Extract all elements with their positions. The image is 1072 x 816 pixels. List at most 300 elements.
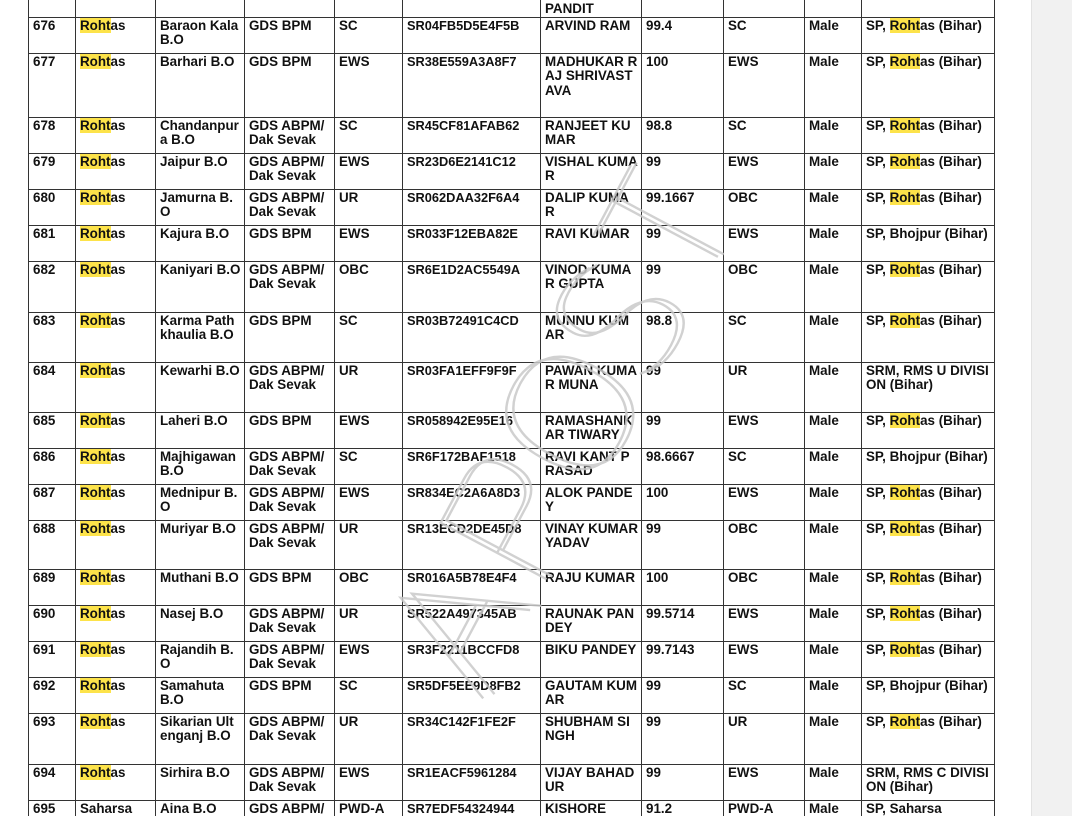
gender-cell bbox=[805, 261, 862, 312]
branch-text: Laheri B.O bbox=[160, 412, 228, 428]
division-cell bbox=[76, 153, 156, 189]
branch-cell bbox=[156, 117, 245, 153]
allotted-category-cell bbox=[724, 189, 805, 225]
reg-no-text: SR016A5B78E4F4 bbox=[407, 569, 517, 585]
gender-text: Male bbox=[809, 605, 839, 621]
branch-cell bbox=[156, 605, 245, 641]
marks-cell bbox=[642, 764, 724, 800]
division-text: as bbox=[110, 764, 126, 780]
office-cell bbox=[862, 569, 995, 605]
division-cell bbox=[76, 569, 156, 605]
sno-cell bbox=[29, 189, 76, 225]
branch-cell bbox=[156, 153, 245, 189]
division-text: as bbox=[110, 225, 126, 241]
reg-no-text: SR6E1D2AC5549A bbox=[407, 261, 521, 277]
branch-cell bbox=[156, 569, 245, 605]
name-cell bbox=[541, 764, 642, 800]
allotted-category-cell bbox=[724, 53, 805, 117]
sno-cell bbox=[29, 261, 76, 312]
reg-no-text: SR3F2211BCCFD8 bbox=[407, 641, 520, 657]
name-cell bbox=[541, 412, 642, 448]
sno-cell bbox=[29, 605, 76, 641]
marks-cell bbox=[642, 448, 724, 484]
table-row bbox=[29, 677, 995, 713]
marks-cell bbox=[642, 312, 724, 362]
office-text-suffix: as (Bihar) bbox=[920, 261, 982, 277]
allotted-category-text: UR bbox=[728, 362, 748, 378]
name-cell bbox=[541, 448, 642, 484]
reg-no-cell bbox=[403, 412, 541, 448]
name-text: DALIP KUMAR bbox=[545, 189, 629, 220]
branch-text: Kaniyari B.O bbox=[160, 261, 241, 277]
sno-text: 680 bbox=[33, 189, 56, 205]
marks-cell bbox=[642, 117, 724, 153]
post-text: GDS ABPM/ Dak Sevak bbox=[249, 605, 325, 636]
branch-cell bbox=[156, 713, 245, 764]
marks-cell bbox=[642, 569, 724, 605]
table-row bbox=[29, 117, 995, 153]
branch-text: Mednipur B.O bbox=[160, 484, 238, 515]
division-highlight: Roht bbox=[80, 412, 111, 428]
division-highlight: Roht bbox=[80, 677, 111, 693]
name-text: VIJAY BAHADUR bbox=[545, 764, 635, 795]
division-text: as bbox=[110, 569, 126, 585]
marks-cell bbox=[642, 261, 724, 312]
gender-text: Male bbox=[809, 484, 839, 500]
post-cell bbox=[245, 261, 335, 312]
marks-text: 99 bbox=[646, 412, 661, 428]
sno-text: 682 bbox=[33, 261, 56, 277]
allotted-category-text: SC bbox=[728, 312, 747, 328]
office-cell bbox=[862, 312, 995, 362]
division-text: as bbox=[110, 53, 126, 69]
category-text: SC bbox=[339, 117, 358, 133]
allotted-category-cell bbox=[724, 0, 805, 17]
division-highlight: Roht bbox=[80, 713, 111, 729]
reg-no-cell bbox=[403, 713, 541, 764]
allotted-category-text: SC bbox=[728, 448, 747, 464]
office-text: SRM, RMS C DIVISION (Bihar) bbox=[866, 764, 989, 795]
post-text: GDS ABPM/ Dak Sevak bbox=[249, 261, 325, 292]
office-cell bbox=[862, 641, 995, 677]
sno-cell bbox=[29, 484, 76, 520]
gender-cell bbox=[805, 117, 862, 153]
post-text: GDS ABPM/ Dak Sevak bbox=[249, 641, 325, 672]
category-text: EWS bbox=[339, 641, 370, 657]
category-cell bbox=[335, 448, 403, 484]
allotted-category-cell bbox=[724, 312, 805, 362]
category-text: EWS bbox=[339, 764, 370, 780]
gender-cell bbox=[805, 153, 862, 189]
category-cell bbox=[335, 412, 403, 448]
gender-text: Male bbox=[809, 520, 839, 536]
reg-no-cell bbox=[403, 117, 541, 153]
branch-text: Samahuta B.O bbox=[160, 677, 224, 708]
marks-cell bbox=[642, 641, 724, 677]
category-cell bbox=[335, 520, 403, 569]
viewer-right-gutter bbox=[1031, 0, 1072, 816]
gender-text: Male bbox=[809, 153, 839, 169]
allotted-category-text: SC bbox=[728, 17, 747, 33]
branch-cell bbox=[156, 677, 245, 713]
marks-cell bbox=[642, 362, 724, 412]
name-cell bbox=[541, 312, 642, 362]
gender-text: Male bbox=[809, 225, 839, 241]
post-cell bbox=[245, 605, 335, 641]
sno-cell bbox=[29, 312, 76, 362]
office-cell bbox=[862, 153, 995, 189]
allotted-category-text: EWS bbox=[728, 225, 759, 241]
office-text-suffix: as (Bihar) bbox=[920, 189, 982, 205]
marks-cell bbox=[642, 800, 724, 816]
name-cell bbox=[541, 641, 642, 677]
allotted-category-text: EWS bbox=[728, 605, 759, 621]
category-cell bbox=[335, 677, 403, 713]
sno-cell bbox=[29, 677, 76, 713]
office-text-suffix: as (Bihar) bbox=[920, 713, 982, 729]
post-text: GDS ABPM/ Dak Sevak bbox=[249, 713, 325, 744]
allotted-category-text: EWS bbox=[728, 484, 759, 500]
name-cell: PANDIT bbox=[541, 0, 642, 17]
sno-text: 690 bbox=[33, 605, 56, 621]
sno-cell bbox=[29, 800, 76, 816]
branch-cell bbox=[156, 641, 245, 677]
category-text: OBC bbox=[339, 569, 369, 585]
division-highlight: Roht bbox=[80, 641, 111, 657]
category-cell bbox=[335, 362, 403, 412]
name-text: VINAY KUMAR YADAV bbox=[545, 520, 639, 551]
category-cell bbox=[335, 225, 403, 261]
sno-text: 687 bbox=[33, 484, 56, 500]
reg-no-text: SR03FA1EFF9F9F bbox=[407, 362, 517, 378]
name-text: MADHUKAR RAJ SHRIVASTAVA bbox=[545, 53, 638, 98]
table-row bbox=[29, 800, 995, 816]
gender-cell bbox=[805, 412, 862, 448]
post-cell bbox=[245, 448, 335, 484]
branch-text: Jaipur B.O bbox=[160, 153, 228, 169]
office-text: SP, bbox=[866, 484, 890, 500]
office-highlight: Roht bbox=[889, 53, 921, 69]
name-cell bbox=[541, 153, 642, 189]
sno-text: 688 bbox=[33, 520, 56, 536]
division-text: as bbox=[110, 362, 126, 378]
gender-text: Male bbox=[809, 189, 839, 205]
office-cell bbox=[862, 362, 995, 412]
office-text: SP, Bhojpur (Bihar) bbox=[866, 448, 988, 464]
allotted-category-text: OBC bbox=[728, 569, 758, 585]
post-cell bbox=[245, 641, 335, 677]
category-text: UR bbox=[339, 189, 359, 205]
allotted-category-cell bbox=[724, 153, 805, 189]
post-cell bbox=[245, 569, 335, 605]
office-text: SP, Bhojpur (Bihar) bbox=[866, 225, 988, 241]
post-cell bbox=[245, 153, 335, 189]
category-cell bbox=[335, 153, 403, 189]
branch-text: Muthani B.O bbox=[160, 569, 239, 585]
name-cell bbox=[541, 117, 642, 153]
table-row bbox=[29, 412, 995, 448]
category-cell bbox=[335, 53, 403, 117]
office-text: SP, bbox=[866, 569, 890, 585]
branch-text: Karma Pathkhaulia B.O bbox=[160, 312, 235, 343]
division-cell bbox=[76, 448, 156, 484]
table-body bbox=[29, 0, 995, 816]
marks-cell bbox=[642, 520, 724, 569]
gender-cell bbox=[805, 362, 862, 412]
post-cell bbox=[245, 117, 335, 153]
office-highlight: Roht bbox=[889, 569, 921, 585]
marks-text: 99 bbox=[646, 677, 661, 693]
division-cell bbox=[76, 605, 156, 641]
branch-text: Majhigawan B.O bbox=[160, 448, 236, 479]
office-cell bbox=[862, 117, 995, 153]
sno-text: 693 bbox=[33, 713, 56, 729]
office-text: SP, bbox=[866, 17, 890, 33]
reg-no-text: SR38E559A3A8F7 bbox=[407, 53, 517, 69]
post-cell bbox=[245, 677, 335, 713]
branch-cell bbox=[156, 17, 245, 53]
post-text: GDS ABPM/ Dak Sevak bbox=[249, 189, 325, 220]
reg-no-cell bbox=[403, 605, 541, 641]
post-text: GDS ABPM/ Dak Sevak bbox=[249, 448, 325, 479]
table-row bbox=[29, 153, 995, 189]
branch-cell bbox=[156, 448, 245, 484]
division-cell bbox=[76, 800, 156, 816]
category-text: SC bbox=[339, 17, 358, 33]
category-cell bbox=[335, 17, 403, 53]
division-text: as bbox=[110, 312, 126, 328]
division-text: as bbox=[110, 520, 126, 536]
division-cell bbox=[76, 677, 156, 713]
name-cell bbox=[541, 520, 642, 569]
division-text: as bbox=[110, 153, 126, 169]
sno-cell bbox=[29, 448, 76, 484]
reg-no-text: SR6F172BAF1518 bbox=[407, 448, 516, 464]
post-cell bbox=[245, 225, 335, 261]
sno-cell bbox=[29, 569, 76, 605]
category-cell bbox=[335, 117, 403, 153]
sno-text: 683 bbox=[33, 312, 56, 328]
name-text: SHUBHAM SINGH bbox=[545, 713, 630, 744]
marks-cell bbox=[642, 225, 724, 261]
table-row-previous-tail bbox=[29, 0, 995, 17]
post-text: GDS BPM bbox=[249, 412, 312, 428]
marks-text: 98.6667 bbox=[646, 448, 695, 464]
division-text: as bbox=[110, 484, 126, 500]
category-text: EWS bbox=[339, 53, 370, 69]
division-highlight: Roht bbox=[80, 362, 111, 378]
sno-cell bbox=[29, 713, 76, 764]
reg-no-cell bbox=[403, 677, 541, 713]
office-highlight: Roht bbox=[889, 117, 921, 133]
office-text-suffix: as (Bihar) bbox=[920, 484, 982, 500]
gender-cell bbox=[805, 312, 862, 362]
table-row bbox=[29, 641, 995, 677]
post-cell bbox=[245, 312, 335, 362]
division-cell bbox=[76, 641, 156, 677]
post-text: GDS BPM bbox=[249, 225, 312, 241]
table-row bbox=[29, 17, 995, 53]
post-text: GDS BPM bbox=[249, 677, 312, 693]
post-cell bbox=[245, 0, 335, 17]
reg-no-cell bbox=[403, 520, 541, 569]
sno-cell bbox=[29, 225, 76, 261]
branch-cell bbox=[156, 800, 245, 816]
gender-cell bbox=[805, 764, 862, 800]
name-cell bbox=[541, 17, 642, 53]
office-cell bbox=[862, 225, 995, 261]
allotted-category-text: OBC bbox=[728, 261, 758, 277]
reg-no-cell bbox=[403, 800, 541, 816]
post-cell bbox=[245, 189, 335, 225]
category-text: SC bbox=[339, 677, 358, 693]
gender-cell bbox=[805, 520, 862, 569]
category-text: UR bbox=[339, 713, 359, 729]
allotted-category-cell bbox=[724, 225, 805, 261]
office-text-suffix: as (Bihar) bbox=[920, 53, 982, 69]
gender-text: Male bbox=[809, 312, 839, 328]
office-cell bbox=[862, 412, 995, 448]
reg-no-text: SR04FB5D5E4F5B bbox=[407, 17, 520, 33]
gender-cell bbox=[805, 484, 862, 520]
branch-text: Kewarhi B.O bbox=[160, 362, 240, 378]
division-text: as bbox=[110, 261, 126, 277]
sno-text: 684 bbox=[33, 362, 56, 378]
table-row bbox=[29, 713, 995, 764]
reg-no-cell bbox=[403, 484, 541, 520]
category-cell bbox=[335, 484, 403, 520]
category-text: OBC bbox=[339, 261, 369, 277]
marks-text: 99.7143 bbox=[646, 641, 695, 657]
division-text: as bbox=[110, 641, 126, 657]
category-cell bbox=[335, 641, 403, 677]
office-text: SP, bbox=[866, 412, 890, 428]
allotted-category-text: EWS bbox=[728, 641, 759, 657]
post-text: GDS ABPM/ bbox=[249, 800, 325, 816]
division-highlight: Roht bbox=[80, 189, 111, 205]
office-highlight: Roht bbox=[889, 713, 921, 729]
branch-text: Kajura B.O bbox=[160, 225, 230, 241]
gender-cell bbox=[805, 800, 862, 816]
division-cell bbox=[76, 261, 156, 312]
reg-no-cell bbox=[403, 448, 541, 484]
category-cell bbox=[335, 569, 403, 605]
branch-cell bbox=[156, 312, 245, 362]
gender-text: Male bbox=[809, 362, 839, 378]
name-text: RAUNAK PANDEY bbox=[545, 605, 635, 636]
sno-cell bbox=[29, 0, 76, 17]
post-text: GDS ABPM/ Dak Sevak bbox=[249, 153, 325, 184]
reg-no-text: SR834EC2A6A8D3 bbox=[407, 484, 521, 500]
name-text: VISHAL KUMAR bbox=[545, 153, 638, 184]
division-text: as bbox=[110, 117, 126, 133]
gender-text: Male bbox=[809, 641, 839, 657]
name-text: RANJEET KUMAR bbox=[545, 117, 631, 148]
name-cell bbox=[541, 677, 642, 713]
gender-cell bbox=[805, 641, 862, 677]
reg-no-text: SR34C142F1FE2F bbox=[407, 713, 516, 729]
office-highlight: Roht bbox=[889, 189, 921, 205]
branch-text: Aina B.O bbox=[160, 800, 217, 816]
division-text: as bbox=[110, 713, 126, 729]
name-cell bbox=[541, 362, 642, 412]
category-text: EWS bbox=[339, 412, 370, 428]
office-text-suffix: as (Bihar) bbox=[920, 412, 982, 428]
marks-text: 98.8 bbox=[646, 117, 673, 133]
gender-text: Male bbox=[809, 677, 839, 693]
office-cell bbox=[862, 261, 995, 312]
reg-no-cell bbox=[403, 153, 541, 189]
branch-cell bbox=[156, 412, 245, 448]
gender-cell bbox=[805, 189, 862, 225]
gender-cell bbox=[805, 225, 862, 261]
office-cell bbox=[862, 53, 995, 117]
office-highlight: Roht bbox=[889, 641, 921, 657]
reg-no-cell bbox=[403, 312, 541, 362]
allotted-category-text: EWS bbox=[728, 53, 759, 69]
table-row bbox=[29, 362, 995, 412]
name-cell bbox=[541, 605, 642, 641]
marks-text: 99 bbox=[646, 225, 661, 241]
gender-text: Male bbox=[809, 412, 839, 428]
post-text: GDS BPM bbox=[249, 312, 312, 328]
sno-cell bbox=[29, 117, 76, 153]
office-text-suffix: as (Bihar) bbox=[920, 605, 982, 621]
division-highlight: Roht bbox=[80, 117, 111, 133]
reg-no-cell bbox=[403, 0, 541, 17]
name-cell bbox=[541, 484, 642, 520]
post-cell bbox=[245, 53, 335, 117]
marks-cell bbox=[642, 412, 724, 448]
category-cell bbox=[335, 312, 403, 362]
office-text-suffix: as (Bihar) bbox=[920, 117, 982, 133]
name-text: RAVI KANT PRASAD bbox=[545, 448, 630, 479]
table-row bbox=[29, 189, 995, 225]
office-cell bbox=[862, 713, 995, 764]
marks-cell bbox=[642, 0, 724, 17]
post-text: GDS BPM bbox=[249, 53, 312, 69]
sno-text: 686 bbox=[33, 448, 56, 464]
office-text: SP, bbox=[866, 713, 890, 729]
table-row bbox=[29, 53, 995, 117]
branch-cell bbox=[156, 225, 245, 261]
gender-cell bbox=[805, 0, 862, 17]
division-text: as bbox=[110, 17, 126, 33]
office-text: SP, bbox=[866, 605, 890, 621]
office-text: SP, bbox=[866, 153, 890, 169]
reg-no-cell bbox=[403, 764, 541, 800]
reg-no-cell bbox=[403, 53, 541, 117]
office-text-suffix: as (Bihar) bbox=[920, 312, 982, 328]
category-cell bbox=[335, 713, 403, 764]
marks-text: 98.8 bbox=[646, 312, 673, 328]
branch-cell bbox=[156, 764, 245, 800]
office-text: SRM, RMS U DIVISION (Bihar) bbox=[866, 362, 989, 393]
reg-no-cell bbox=[403, 225, 541, 261]
marks-text: 99.1667 bbox=[646, 189, 695, 205]
office-highlight: Roht bbox=[889, 520, 921, 536]
allotted-category-cell bbox=[724, 117, 805, 153]
marks-text: 99.4 bbox=[646, 17, 673, 33]
sno-text: 692 bbox=[33, 677, 56, 693]
gender-text: Male bbox=[809, 117, 839, 133]
division-text: as bbox=[110, 448, 126, 464]
marks-text: 100 bbox=[646, 484, 669, 500]
allotted-category-cell bbox=[724, 261, 805, 312]
sno-text: 678 bbox=[33, 117, 56, 133]
allotted-category-cell bbox=[724, 800, 805, 816]
sno-cell bbox=[29, 17, 76, 53]
